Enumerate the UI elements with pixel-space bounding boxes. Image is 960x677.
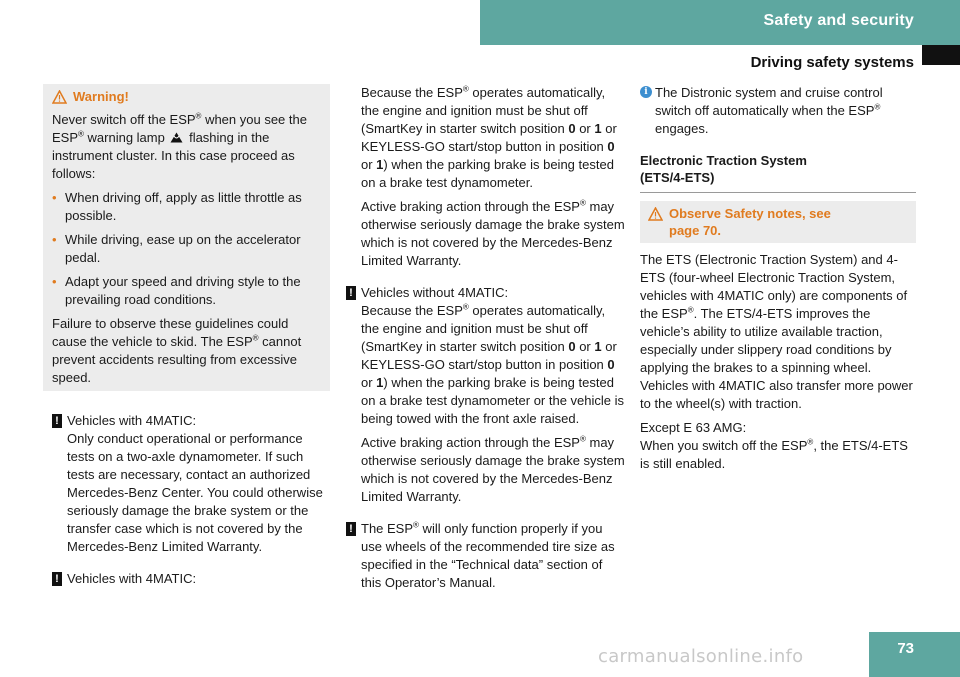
column-left (52, 84, 330, 602)
esp-parking-brake-paragraph: Because the ESP® operates automatically, the engine and ignition must be shut off (SmartKey in starter switch position 0 or 1 or KEYLESS-GO start/stop button in position 0 or 1) when the parking brake is being tested on a brake test dynamometer. (361, 84, 617, 190)
notice-4matic: ! Vehicles with 4MATIC: (52, 570, 330, 588)
page-number-band (869, 632, 960, 677)
section-heading-ets: Electronic Traction System (ETS/4-ETS) (640, 152, 916, 193)
exclamation-icon: ! (346, 286, 356, 300)
warning-bullet: • When driving off, apply as little throttle as possible. (52, 190, 302, 223)
warning-triangle-icon (52, 90, 67, 104)
info-icon: i (640, 86, 652, 98)
warning-box (43, 84, 330, 391)
watermark: carmanualsonline.info (598, 646, 804, 667)
warning-bullet: • While driving, ease up on the accelerator pedal. (52, 232, 301, 265)
except-amg-label: Except E 63 AMG: (640, 420, 747, 435)
ets-description: The ETS (Electronic Traction System) and 4-ETS (four-wheel Electronic Traction System, vehicles with 4MATIC only) are components of the ESP®. The ETS/4-ETS improves the vehicle’s ability to utilize available traction, especially under slippery road conditions by applying the brakes to a spinning wheel. Vehicles with 4MATIC also transfer more power to the wheel(s) with traction. (640, 252, 913, 411)
header-marker (922, 45, 960, 65)
safety-notes-box: Observe Safety notes, see page 70. (640, 201, 916, 243)
exclamation-icon: ! (52, 414, 62, 428)
info-distronic: i The Distronic system and cruise control switch off automatically when the ESP® engages. (640, 84, 916, 138)
warning-bullet: • Adapt your speed and driving style to the prevailing road conditions. (52, 274, 301, 307)
notice-without-4matic: ! Vehicles without 4MATIC: Because the ESP® operates automatically, the engine and ignition must be shut off (SmartKey in starter switch position 0 or 1 or KEYLESS-GO start/stop button in position 0 or 1) when the parking brake is being tested on a brake test dynamometer or the vehicle is being towed with the front axle raised. Active braking action through the ESP® may otherwise seriously damage the brake system which is not covered by the Mercedes-Benz Limited Warranty. (346, 284, 626, 506)
esp-braking-paragraph: Active braking action through the ESP® may otherwise seriously damage the brake system which is not covered by the Mercedes-Benz Limited Warranty. (361, 198, 625, 268)
esp-warning-lamp-icon (170, 132, 183, 143)
warning-title: Warning! (73, 89, 129, 104)
column-right (640, 84, 916, 479)
notice-tire-size: ! The ESP® will only function properly if you use wheels of the recommended tire size as specified in the “Technical data” section of this Operator’s Manual. (346, 520, 626, 592)
page-number: 73 (897, 640, 914, 657)
notice-4matic-dynamometer: ! Vehicles with 4MATIC: Only conduct operational or performance tests on a two-axle dynamometer. If such tests are necessary, contact an authorized Mercedes-Benz Center. You could otherwise seriously damage the brake system or the transfer case which is not covered by the Mercedes-Benz Limited Warranty. (52, 412, 330, 556)
warning-intro: Never switch off the ESP® when you see the ESP® warning lamp flashing in the instrument cluster. In this case proceed as follows: (52, 111, 307, 181)
warning-heading (52, 88, 322, 106)
warning-failure-text: Failure to observe these guidelines could cause the vehicle to skid. The ESP® cannot prevent accidents resulting from excessive speed. (52, 316, 302, 385)
exclamation-icon: ! (346, 522, 356, 536)
subsection-title: Driving safety systems (750, 54, 914, 71)
ets-still-enabled-text: When you switch off the ESP®, the ETS/4-ETS is still enabled. (640, 437, 908, 471)
exclamation-icon: ! (52, 572, 62, 586)
warning-triangle-icon (648, 207, 663, 221)
section-title: Safety and security (763, 12, 914, 29)
page-70-reference[interactable]: page 70. (669, 223, 722, 238)
column-middle (346, 84, 626, 606)
